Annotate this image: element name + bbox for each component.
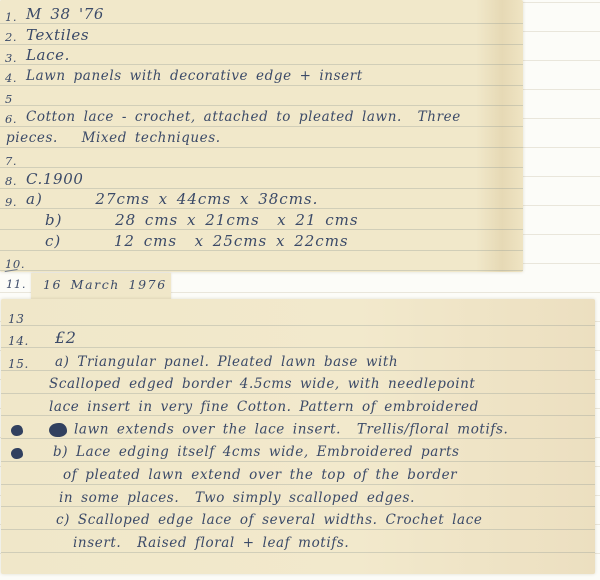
register-line xyxy=(0,148,523,169)
register-line xyxy=(1,530,595,553)
line-number: 2. xyxy=(5,30,18,45)
register-line xyxy=(1,439,595,462)
line-text: pieces. Mixed techniques. xyxy=(6,130,221,147)
register-line xyxy=(1,416,595,439)
line-number: 8. xyxy=(5,174,18,189)
register-card-bottom xyxy=(1,299,595,574)
line-number: 6. xyxy=(5,112,18,127)
line-text-after-blot: lawn extends over the lace insert. Trellis/floral motifs. xyxy=(74,421,509,438)
line-text: in some places. Two simply scalloped edges. xyxy=(59,489,415,506)
line-text: insert. Raised floral + leaf motifs. xyxy=(73,535,350,552)
line-number: 13 xyxy=(8,311,25,326)
ink-blot xyxy=(11,425,23,436)
line-number: 4. xyxy=(5,71,18,86)
line-text: Textiles xyxy=(26,25,90,44)
line-number: 1. xyxy=(5,9,18,24)
line-number: 5 xyxy=(5,91,13,106)
line-text: b) Lace edging itself 4cms wide, Embroidered parts xyxy=(53,444,460,461)
register-line-dimensions xyxy=(0,209,523,230)
register-line xyxy=(0,0,523,24)
register-line xyxy=(1,485,595,508)
line-text: a) Triangular panel. Pleated lawn base with xyxy=(55,353,399,370)
register-line xyxy=(1,371,595,394)
register-line xyxy=(0,251,523,272)
line-text: C.1900 xyxy=(26,169,84,188)
register-line xyxy=(0,45,523,66)
register-line xyxy=(1,303,595,326)
date-strip xyxy=(31,273,171,299)
line-text: a) 27cms x 44cms x 38cms. xyxy=(26,190,319,209)
register-line xyxy=(1,348,595,371)
line-text: Scalloped edged border 4.5cms wide, with needlepoint xyxy=(49,376,476,393)
register-line-dimensions xyxy=(0,189,523,210)
register-line xyxy=(1,507,595,530)
line-number xyxy=(1,447,31,461)
line-number: 11. xyxy=(6,277,27,291)
register-line-dimensions xyxy=(0,230,523,251)
register-line xyxy=(0,106,523,127)
line-text: Cotton lace - crochet, attached to pleated lawn. Three xyxy=(26,109,461,126)
line-text: lace insert in very fine Cotton. Pattern of embroidered xyxy=(49,398,479,415)
line-text: Lace. xyxy=(26,46,70,65)
register-line xyxy=(0,65,523,86)
line-text: Lawn panels with decorative edge + insert xyxy=(26,68,363,85)
register-line xyxy=(0,24,523,45)
ink-blot xyxy=(49,423,67,437)
line-number: 14. xyxy=(8,334,29,349)
line-text: M 38 '76 xyxy=(26,5,104,23)
line-number: 10. xyxy=(5,256,26,271)
register-line-continuation xyxy=(0,127,523,148)
ink-blot xyxy=(11,448,23,459)
line-number: 9. xyxy=(5,194,18,209)
register-line-price xyxy=(1,326,595,349)
line-text: £2 xyxy=(55,328,77,348)
date-text: 16 March 1976 xyxy=(43,277,167,293)
line-text xyxy=(31,423,508,438)
line-text: b) 28 cms x 21cms x 21 cms xyxy=(45,210,359,229)
line-text: c) 12 cms x 25cms x 22cms xyxy=(45,231,349,250)
line-number: 3. xyxy=(5,50,18,65)
register-card-top xyxy=(0,0,523,272)
line-number xyxy=(1,424,31,438)
line-number: 15. xyxy=(8,357,29,372)
crossed-out-number-mark xyxy=(5,269,19,276)
register-line xyxy=(0,168,523,189)
register-line xyxy=(1,394,595,417)
line-text: c) Scalloped edge lace of several widths. Crochet lace xyxy=(56,512,483,529)
register-line xyxy=(0,86,523,107)
line-number: 7. xyxy=(5,153,18,168)
line-text: of pleated lawn extend over the top of the border xyxy=(63,467,458,483)
register-line xyxy=(1,462,595,485)
